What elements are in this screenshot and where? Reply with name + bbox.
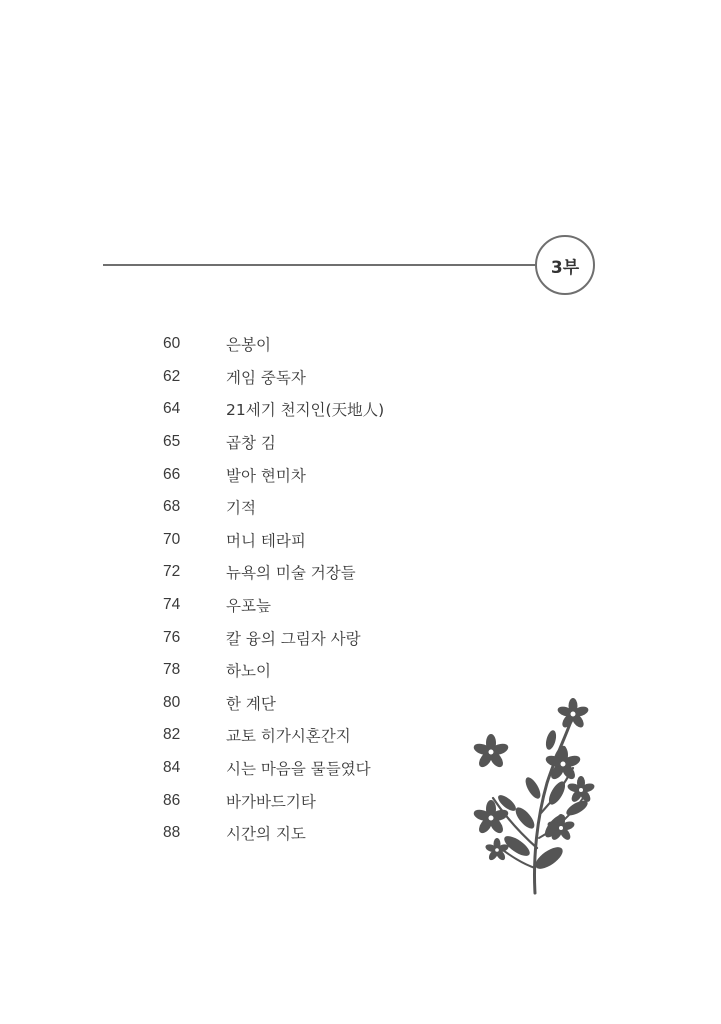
toc-page-number: 68 <box>163 498 181 516</box>
toc-title: 발아 현미차 <box>226 466 306 485</box>
toc-page-number: 78 <box>163 661 181 679</box>
toc-title: 곱창 김 <box>226 434 276 453</box>
toc-entry[interactable] <box>163 556 384 589</box>
toc-entry[interactable] <box>163 328 384 361</box>
table-of-contents <box>163 328 384 850</box>
section-badge <box>535 235 595 295</box>
toc-title: 칼 융의 그림자 사랑 <box>226 629 361 648</box>
toc-entry[interactable] <box>163 491 384 524</box>
toc-entry[interactable] <box>163 426 384 459</box>
toc-title: 한 계단 <box>226 694 276 713</box>
toc-page-number: 76 <box>163 628 181 646</box>
toc-page-number: 64 <box>163 400 181 418</box>
toc-entry[interactable] <box>163 784 384 817</box>
toc-page-number: 72 <box>163 563 181 581</box>
toc-title: 머니 테라피 <box>226 531 306 550</box>
toc-entry[interactable] <box>163 654 384 687</box>
section-label: 3부 <box>550 257 580 278</box>
flower-branch-icon <box>465 698 605 898</box>
toc-page-number: 70 <box>163 530 181 548</box>
toc-page-number: 62 <box>163 367 181 385</box>
toc-title: 게임 중독자 <box>226 368 306 387</box>
toc-entry[interactable] <box>163 361 384 394</box>
toc-title: 바가바드기타 <box>226 792 316 811</box>
toc-page-number: 86 <box>163 791 181 809</box>
toc-entry[interactable] <box>163 589 384 622</box>
toc-page-number: 65 <box>163 433 181 451</box>
toc-title: 은봉이 <box>226 336 271 355</box>
toc-entry[interactable] <box>163 621 384 654</box>
toc-title: 하노이 <box>226 662 271 681</box>
toc-entry[interactable] <box>163 524 384 557</box>
toc-title: 21세기 천지인(天地人) <box>226 401 385 420</box>
toc-page-number: 80 <box>163 693 181 711</box>
toc-title: 뉴욕의 미술 거장들 <box>226 564 356 583</box>
toc-page-number: 84 <box>163 759 181 777</box>
toc-page-number: 88 <box>163 824 181 842</box>
toc-entry[interactable] <box>163 458 384 491</box>
toc-entry[interactable] <box>163 393 384 426</box>
toc-entry[interactable] <box>163 817 384 850</box>
toc-page-number: 66 <box>163 465 181 483</box>
toc-entry[interactable] <box>163 719 384 752</box>
toc-title: 시는 마음을 물들였다 <box>226 760 371 779</box>
toc-page-number: 60 <box>163 335 181 353</box>
toc-title: 우포늪 <box>226 597 271 616</box>
toc-title: 교토 히가시혼간지 <box>226 727 351 746</box>
toc-entry[interactable] <box>163 752 384 785</box>
toc-title: 시간의 지도 <box>226 825 306 844</box>
toc-page-number: 82 <box>163 726 181 744</box>
toc-title: 기적 <box>226 499 256 518</box>
toc-entry[interactable] <box>163 687 384 720</box>
section-divider-line <box>103 264 537 266</box>
toc-page-number: 74 <box>163 596 181 614</box>
